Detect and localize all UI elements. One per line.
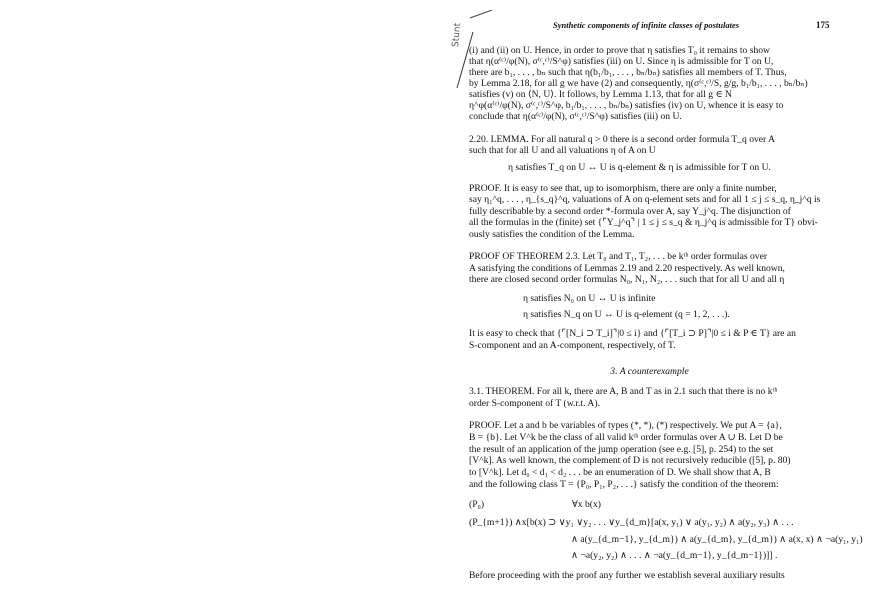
text-line: all the formulas in the (finite) set {⌜Y_j^q⌝ | 1 ≤ j ≤ s_q & η_j^q is admissible for T} obvi- xyxy=(469,217,818,228)
display-formula: ∧ a(y_{d_m−1}, y_{d_m}) ∧ a(y_{d_m}, y_{d_m}) ∧ a(x, x) ∧ ¬a(y₁, y₁) xyxy=(571,534,863,545)
page-number: 175 xyxy=(816,20,830,30)
text-line: the result of an application of the jump operation (see e.g. [5], p. 254) to the set xyxy=(469,444,774,455)
text-line: there are b₁, . . . , bₙ such that η(b₁/b₁, . . . , bₙ/bₙ) satisfies all members of T. Thus, xyxy=(469,67,787,78)
text-line: by Lemma 2.18, for all g we have (2) and consequently, η(σ⁽ᶜ,ᶜ⁾/S, g/g, b₁/b₁, . . . , bₙ/bₙ) xyxy=(469,78,808,89)
text-line: order S-component of T (w.r.t. A). xyxy=(469,398,600,409)
text-line: satisfies (v) on ⟨N, U⟩. It follows, by Lemma 1.13, that for all g ∈ N xyxy=(469,89,732,100)
theorem-line: 3.1. THEOREM. For all k, there are A, B and T as in 2.1 such that there is no kᵗʰ xyxy=(469,386,778,397)
text-line: B = {b}. Let V^k be the class of all valid kᵗʰ order formulas over A ∪ B. Let D be xyxy=(469,432,783,443)
text-line: fully describable by a second order *-formula over A, say Y_j^q. The disjunction of xyxy=(469,206,791,217)
proof-line: PROOF. Let a and b be variables of types (*, *), (*) respectively. We put A = {a}, xyxy=(469,420,782,431)
text-line: η^φ(α⁽ᶜ⁾/φ(N), σ⁽ᶜ,ᶜ⁾/S^φ, b₁/b₁, . . . , bₙ/bₙ) satisfies (iv) on U, whence it is easy to xyxy=(469,100,784,111)
display-formula: η satisfies T_q on U ↔ U is q-element & η is admissible for T on U. xyxy=(508,162,771,173)
section-title: 3. A counterexample xyxy=(610,366,689,377)
text-line: ously satisfies the condition of the Lemma. xyxy=(469,229,635,240)
running-title: Synthetic components of infinite classes of postulates xyxy=(553,20,740,30)
lemma-line: 2.20. LEMMA. For all natural q > 0 there is a second order formula T_q over A xyxy=(469,134,776,145)
formula-label: (P₀) xyxy=(469,499,485,510)
text-line: (i) and (ii) on U. Hence, in order to prove that η satisfies T₀ it remains to show xyxy=(469,45,770,56)
text-line: and the following class T = {P₀, P₁, P₂, . . .} satisfy the condition of the theorem: xyxy=(469,479,779,490)
display-formula: η satisfies N₀ on U ↔ U is infinite xyxy=(523,293,656,304)
display-formula: ∀x b(x) xyxy=(572,499,601,510)
proof-line: PROOF. It is easy to see that, up to isomorphism, there are only a finite number, xyxy=(469,183,777,194)
margin-handwriting: Stunt xyxy=(451,22,464,48)
proof-line: PROOF OF THEOREM 2.3. Let T₀ and T₁, T₂, . . . be kᵗʰ order formulas over xyxy=(469,251,768,262)
text-line: A satisfying the conditions of Lemmas 2.19 and 2.20 respectively. As well known, xyxy=(469,263,785,274)
text-line: S-component and an A-component, respectively, of T. xyxy=(469,340,676,351)
display-formula: η satisfies N_q on U ↔ U is q-element (q = 1, 2, . . .). xyxy=(523,309,730,320)
text-line: to [V^k]. Let d₀ < d₁ < d₂ . . . be an enumeration of D. We shall show that A, B xyxy=(469,467,771,478)
handwriting-mark-icon xyxy=(440,10,500,50)
text-line: [V^k]. As well known, the complement of D is not recursively reducible ([5], p. 80) xyxy=(469,455,791,466)
text-line: that η(α⁽ᶜ⁾/φ(N), σ⁽ᶜ,ᶜ⁾/S^φ) satisfies (iii) on U. Since η is admissible for T on U, xyxy=(469,56,774,67)
text-line: say η₁^q, . . . , η_{s_q}^q, valuations of A on q-element sets and for all 1 ≤ j ≤ s_q, η_j^q is xyxy=(469,194,821,205)
text-line: conclude that η(α⁽ᶜ⁾/φ(N), σ⁽ᶜ,ᶜ⁾/S^φ) satisfies (iii) on U. xyxy=(469,111,682,122)
text-line: there are closed second order formulas N₀, N₁, N₂, . . . such that for all U and all η xyxy=(469,274,785,285)
text-line: Before proceeding with the proof any further we establish several auxiliary results xyxy=(469,570,785,581)
display-formula: ∧ ¬a(y₂, y₂) ∧ . . . ∧ ¬a(y_{d_m−1}, y_{d_m−1})]] . xyxy=(571,550,778,561)
text-line: It is easy to check that {⌜[N_i ⊃ T_i]⌝|0 ≤ i} and {⌜[T_i ⊃ P]⌝|0 ≤ i & P ∈ T} are an xyxy=(469,328,796,339)
text-line: such that for all U and all valuations η of A on U xyxy=(469,145,656,156)
display-formula: (P_{m+1}) ∧x[b(x) ⊃ ∨y₁ ∨y₂ . . . ∨y_{d_m}[a(x, y₁) ∨ a(y₁, y₂) ∧ a(y₂, y₃) ∧ . . . xyxy=(469,517,794,528)
